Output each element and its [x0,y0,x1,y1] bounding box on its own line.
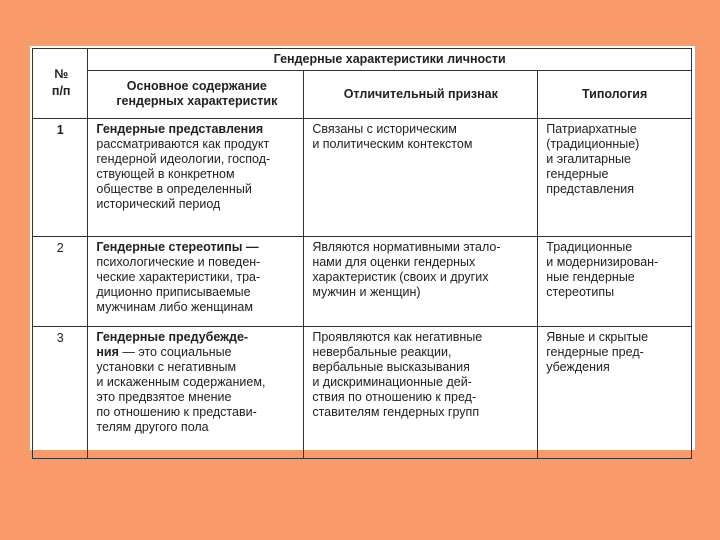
row-term: Гендерные предубежде- ния [96,330,249,359]
header-distinctive-feature: Отличительный признак [304,71,538,119]
table-row [33,237,692,327]
row-typology: Патриархатные (традиционные) и эгалитарные гендерные представления [538,119,692,237]
row-number: 2 [33,237,88,327]
row-feature: Являются нормативными этало- нами для оценки гендерных характеристик (своих и других мужчин и женщин) [304,237,538,327]
row-description: — это социальные установки с негативным и искаженным содержанием, это предвзятое мнение по отношению к представи- телям другого пола [96,345,266,434]
row-number: 3 [33,327,88,459]
row-description: психологические и поведен- ческие характеристики, тра- диционно приписываемые мужчинам либо женщинам [96,255,261,314]
table-row [33,327,692,459]
row-term: Гендерные представления [96,122,264,136]
row-number: 1 [33,119,88,237]
row-typology: Традиционные и модернизирован- ные гендерные стереотипы [538,237,692,327]
gender-characteristics-table [32,48,692,459]
row-typology: Явные и скрытые гендерные пред- убеждения [538,327,692,459]
row-content [88,237,304,327]
row-content [88,119,304,237]
header-group-title: Гендерные характеристики личности [88,49,692,71]
header-number: № п/п [33,49,88,119]
header-typology: Типология [538,71,692,119]
row-term: Гендерные стереотипы — [96,240,259,254]
row-description: рассматриваются как продукт гендерной идеологии, господ- ствующей в конкретном обществе в определенный исторический период [96,137,271,211]
slide-sheet [30,46,695,450]
row-content [88,327,304,459]
row-feature: Связаны с историческим и политическим контекстом [304,119,538,237]
row-feature: Проявляются как негативные невербальные реакции, вербальные высказывания и дискриминационные дей- ствия по отношению к пред- ставителям гендерных групп [304,327,538,459]
table-row [33,119,692,237]
header-main-content: Основное содержание гендерных характеристик [88,71,304,119]
